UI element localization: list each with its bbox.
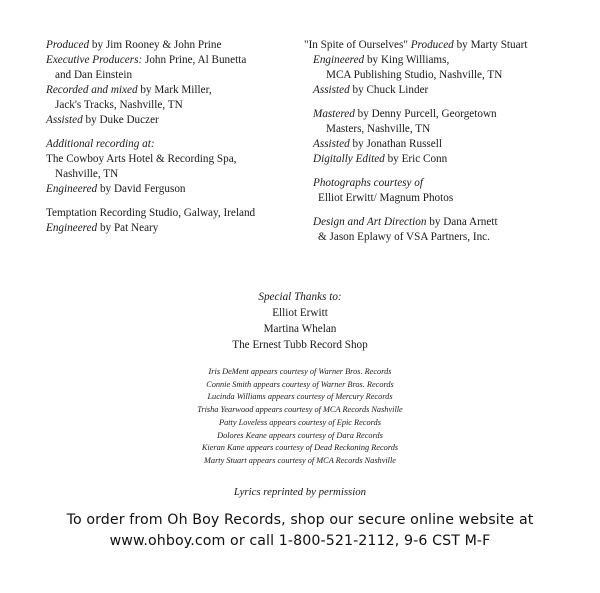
credit-recorded-location: Jack's Tracks, Nashville, TN [55,99,183,111]
temptation-studio: Temptation Recording Studio, Galway, Ireland [46,207,256,219]
credit-executive-producers-cont: and Dan Einstein [55,69,133,81]
credit-assisted-linder: Assisted by Chuck Linder [313,84,429,96]
credit-producers: Produced by Jim Rooney & John Prine [46,39,222,51]
credit-engineered-ferguson: Engineered by David Ferguson [46,183,186,195]
order-line-1: To order from Oh Boy Records, shop our secure online website at [66,512,534,528]
courtesy-line: Dolores Keane appears courtesy of Dara Records [217,430,383,440]
credit-executive-producers: Executive Producers: John Prine, Al Bunetta [46,54,247,66]
courtesy-line: Connie Smith appears courtesy of Warner Bros. Records [206,379,394,389]
credit-recorded-mixed: Recorded and mixed by Mark Miller, [46,84,212,96]
credit-engineered-williams: Engineered by King Williams, [313,54,450,66]
credit-engineered-neary: Engineered by Pat Neary [46,222,159,234]
credits-left-column [46,38,306,236]
credit-title-track-producer: "In Spite of Ourselves" Produced by Marty Stuart [304,39,528,51]
courtesy-line: Patty Loveless appears courtesy of Epic Records [219,417,381,427]
photographs-heading: Photographs courtesy of [313,177,424,189]
special-thanks-heading: Special Thanks to: [258,291,342,303]
thanks-name: The Ernest Tubb Record Shop [232,339,368,351]
cowboy-arts-studio: The Cowboy Arts Hotel & Recording Spa, [46,153,237,165]
order-info [0,510,600,552]
credit-design: Design and Art Direction by Dana Arnett [313,216,498,228]
cowboy-arts-location: Nashville, TN [55,168,119,180]
additional-recording-heading: Additional recording at: [46,138,155,150]
credit-assisted-russell: Assisted by Jonathan Russell [313,138,442,150]
order-line-2: www.ohboy.com or call 1-800-521-2112, 9-6 CST M-F [109,533,491,549]
courtesy-line: Trisha Yearwood appears courtesy of MCA Records Nashville [197,405,403,415]
credit-design-cont: & Jason Eplawy of VSA Partners, Inc. [318,231,490,243]
credit-mastered: Mastered by Denny Purcell, Georgetown [313,108,497,120]
credit-assisted: Assisted by Duke Duczer [46,114,159,126]
credit-digitally-edited: Digitally Edited by Eric Conn [313,153,448,165]
credits-right-column [304,38,574,245]
courtesy-line: Lucinda Williams appears courtesy of Mercury Records [207,392,393,402]
thanks-name: Martina Whelan [263,323,337,335]
credit-mastered-location: Masters, Nashville, TN [326,123,431,135]
artist-courtesy-list [0,366,600,468]
special-thanks [0,289,600,353]
courtesy-line: Marty Stuart appears courtesy of MCA Records Nashville [204,455,396,465]
thanks-name: Elliot Erwitt [272,307,328,319]
courtesy-line: Kieran Kane appears courtesy of Dead Reckoning Records [201,443,399,453]
lyrics-permission-note: Lyrics reprinted by permission [233,486,367,498]
photographs-credit: Elliot Erwitt/ Magnum Photos [318,192,454,204]
credit-mca-studio: MCA Publishing Studio, Nashville, TN [326,69,503,81]
courtesy-line: Iris DeMent appears courtesy of Warner Bros. Records [208,367,392,376]
